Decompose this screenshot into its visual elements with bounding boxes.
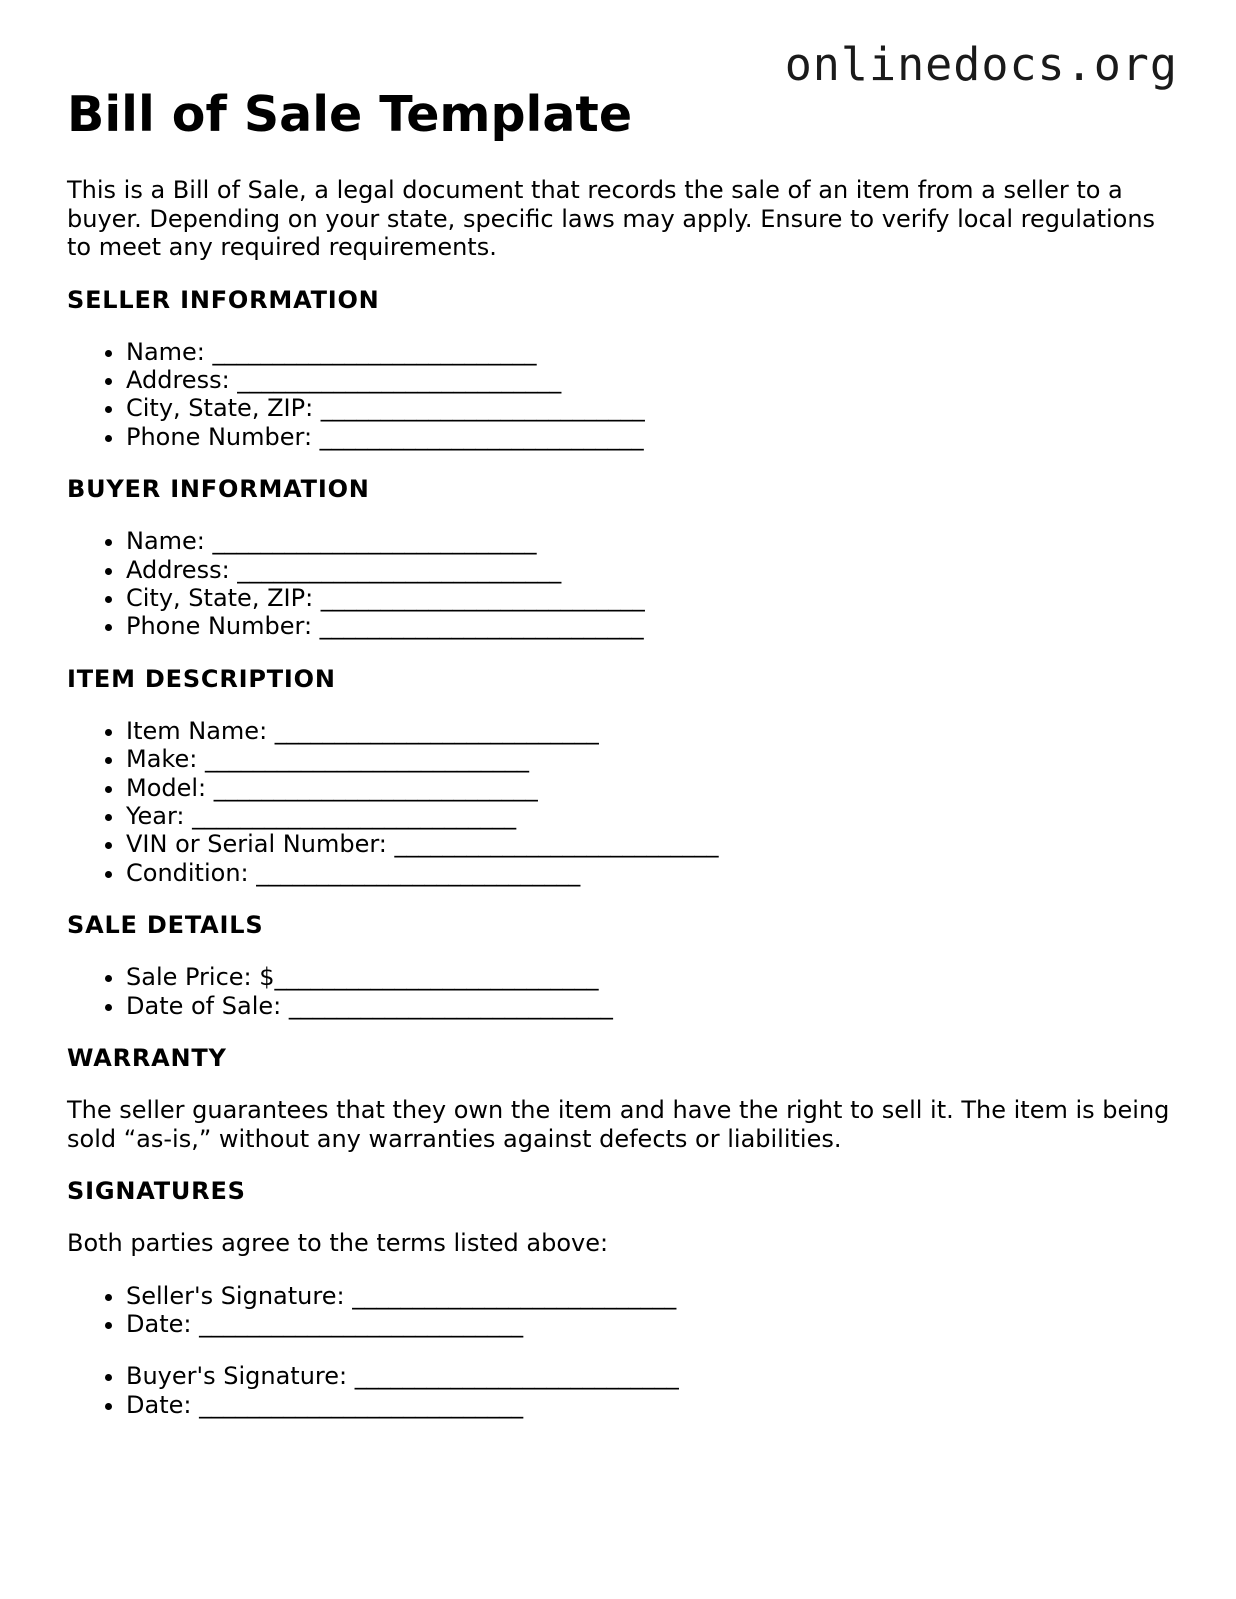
seller-signature-date-field: • Date: ___________________________ <box>126 1310 1177 1338</box>
sale-date-field: • Date of Sale: ___________________________ <box>126 992 1177 1020</box>
item-make-field: • Make: ___________________________ <box>126 745 1177 773</box>
signatures-paragraph: Both parties agree to the terms listed above: <box>67 1229 609 1257</box>
warranty-paragraph: The seller guarantees that they own the item and have the right to sell it. The item is being sold “as-is,” without any warranties against defects or liabilities. <box>67 1096 1170 1153</box>
buyer-signature-fields <box>67 1362 1177 1419</box>
document-body <box>67 84 1177 1419</box>
buyer-fields <box>67 527 1177 641</box>
seller-signature-field: • Seller's Signature: ___________________________ <box>126 1282 1177 1310</box>
seller-heading: SELLER INFORMATION <box>67 285 380 314</box>
sale-fields <box>67 963 1177 1020</box>
document-title: Bill of Sale Template <box>67 86 633 143</box>
buyer-heading: BUYER INFORMATION <box>67 475 370 504</box>
signatures-heading: SIGNATURES <box>67 1177 246 1205</box>
seller-phone-field: • Phone Number: ___________________________ <box>126 423 1177 451</box>
item-year-field: • Year: ___________________________ <box>126 802 1177 830</box>
warranty-heading: WARRANTY <box>67 1044 227 1072</box>
intro-paragraph: This is a Bill of Sale, a legal document that records the sale of an item from a seller to a buyer. Depending on your state, specific laws may apply. Ensure to verify local regulations to meet any required requirements. <box>67 176 1156 261</box>
buyer-address-field: • Address: ___________________________ <box>126 556 1177 584</box>
buyer-phone-field: • Phone Number: ___________________________ <box>126 612 1177 640</box>
sale-heading: SALE DETAILS <box>67 911 264 940</box>
seller-city-state-zip-field: • City, State, ZIP: ___________________________ <box>126 394 1177 422</box>
item-heading: ITEM DESCRIPTION <box>67 664 336 693</box>
buyer-city-state-zip-field: • City, State, ZIP: ___________________________ <box>126 584 1177 612</box>
item-name-field: • Item Name: ___________________________ <box>126 717 1177 745</box>
seller-address-field: • Address: ___________________________ <box>126 366 1177 394</box>
seller-fields <box>67 338 1177 452</box>
buyer-signature-date-field: • Date: ___________________________ <box>126 1391 1177 1419</box>
seller-signature-fields <box>67 1282 1177 1339</box>
site-watermark: onlinedocs.org <box>784 38 1178 91</box>
item-fields <box>67 717 1177 887</box>
item-condition-field: • Condition: ___________________________ <box>126 859 1177 887</box>
item-model-field: • Model: ___________________________ <box>126 774 1177 802</box>
item-vin-field: • VIN or Serial Number: ___________________________ <box>126 830 1177 858</box>
sale-price-field: • Sale Price: $___________________________ <box>126 963 1177 991</box>
seller-name-field: • Name: ___________________________ <box>126 338 1177 366</box>
buyer-name-field: • Name: ___________________________ <box>126 527 1177 555</box>
buyer-signature-field: • Buyer's Signature: ___________________________ <box>126 1362 1177 1390</box>
